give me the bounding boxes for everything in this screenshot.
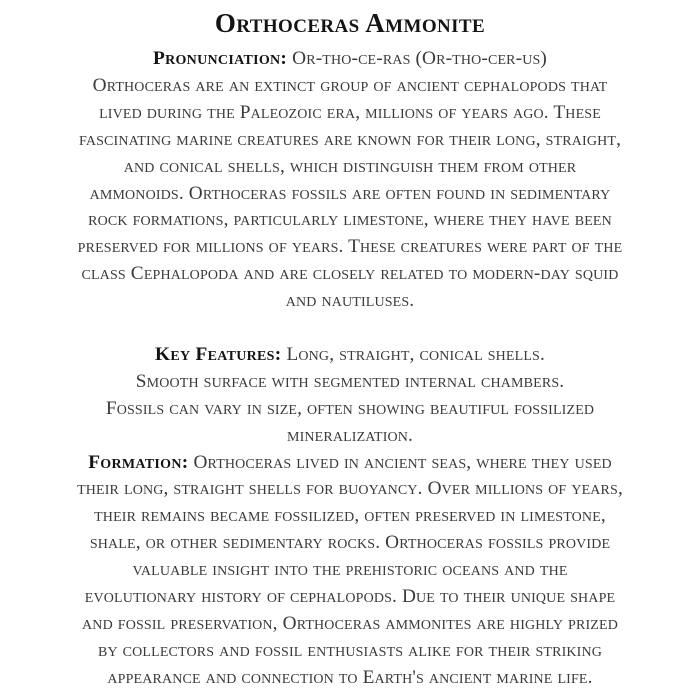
key-features-value: Long, straight, conical shells. xyxy=(286,343,545,365)
body-line: class Cephalopoda and are closely related to modern-day squid xyxy=(81,263,619,285)
body-line: Smooth surface with segmented internal chambers. xyxy=(135,370,565,392)
body-line: valuable insight into the prehistoric oceans and the xyxy=(132,559,568,581)
body-line: mineralization. xyxy=(286,424,414,446)
key-features-label: Key Features: xyxy=(155,343,282,365)
body-line: by collectors and fossil enthusiasts alike for their striking xyxy=(97,639,603,661)
body-line: and nautiluses. xyxy=(285,290,415,312)
body-line: preserved for millions of years. These creatures were part of the xyxy=(77,236,623,258)
paragraph-key-features xyxy=(6,342,694,450)
body-line: Orthoceras are an extinct group of ancient cephalopods that xyxy=(92,74,608,96)
formation-value: Orthoceras lived in ancient seas, where they used xyxy=(193,451,612,473)
body-line: their long, straight shells for buoyancy. Over millions of years, xyxy=(77,478,623,500)
body-line: shale, or other sedimentary rocks. Orthoceras fossils provide xyxy=(89,532,611,554)
body-line: evolutionary history of cephalopods. Due to their unique shape xyxy=(84,586,616,608)
body-line: rock formations, particularly limestone, where they have been xyxy=(88,209,612,231)
body-line: and fossil preservation, Orthoceras ammonites are highly prized xyxy=(82,613,618,635)
key-features-first-line xyxy=(6,342,694,369)
body-line: lived during the Paleozoic era, millions of years ago. These xyxy=(99,101,601,123)
pronunciation-value: Or-tho-ce-ras (Or-tho-cer-us) xyxy=(292,48,547,69)
body-line: fascinating marine creatures are known for their long, straight, xyxy=(78,128,622,150)
formation-label: Formation: xyxy=(88,451,189,473)
pronunciation-line xyxy=(6,46,694,73)
pronunciation-label: Pronunciation: xyxy=(153,48,288,69)
body-line: Fossils can vary in size, often showing beautiful fossilized xyxy=(105,397,595,419)
formation-first-line xyxy=(6,450,694,477)
page-title: Orthoceras Ammonite xyxy=(214,8,486,38)
paragraph-spacer xyxy=(6,315,694,342)
paragraph-formation xyxy=(6,450,694,692)
body-line: and conical shells, which distinguish them from other xyxy=(123,155,577,177)
body-line: their remains became fossilized, often preserved in limestone, xyxy=(94,505,606,527)
paragraph-overview xyxy=(6,73,694,315)
body-line: ammonoids. Orthoceras fossils are often found in sedimentary xyxy=(89,182,611,204)
body-line: appearance and connection to Earth's ancient marine life. xyxy=(107,666,593,688)
document-body xyxy=(6,46,694,692)
